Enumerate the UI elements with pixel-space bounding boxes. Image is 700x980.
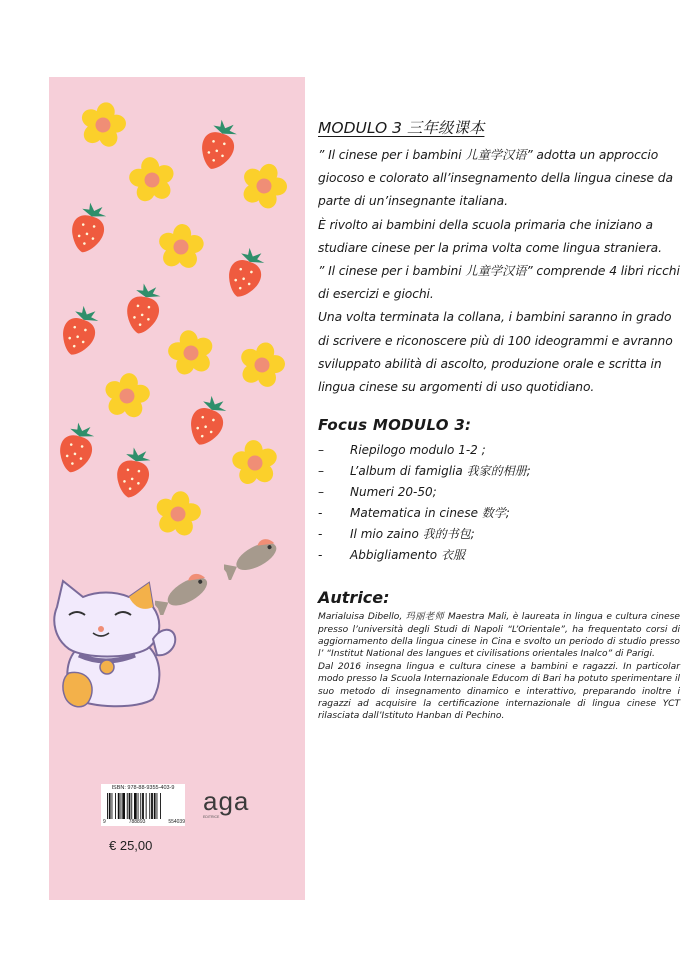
focus-item-text: Numeri 20-50;	[350, 485, 437, 500]
barcode-digit-group-1: 788893	[128, 819, 146, 825]
focus-item-text: L’album di famiglia 我家的相册;	[350, 464, 531, 479]
intro-paragraph-1: ” Il cinese per i bambini 儿童学汉语” adotta un approccio giocoso e colorato all’insegnamento della lingua cinese da parte di un’insegnante italiana.	[318, 148, 673, 209]
author-bio-1: Marialuisa Dibello, 玛丽老师 Maestra Mali, è laureata in lingua e cultura cinese presso l’università degli Studi di Napoli “L’Orientale”, ha frequentato corsi di aggiornamento della lingua cinese in Cina e svolto un periodo di studio presso l’ “Institut National des langues et civilisations orientales Inalco” di Parigi.	[318, 612, 680, 660]
barcode-digits	[103, 819, 185, 825]
publisher-name: aga	[203, 786, 250, 816]
focus-dash: –	[318, 443, 324, 458]
focus-item-text: Matematica in cinese 数学;	[350, 506, 510, 521]
barcode-digit-group-2: 554039	[168, 819, 185, 825]
module-title: MODULO 3 三年级课本	[318, 119, 485, 137]
focus-dash: -	[318, 548, 323, 563]
strawberry-icon	[55, 420, 99, 477]
intro-paragraph-2: È rivolto ai bambini della scuola primaria che iniziano a studiare cinese per la prima volta come lingua straniera.	[318, 217, 662, 255]
barcode-bars	[107, 793, 179, 819]
strawberry-icon	[222, 244, 269, 302]
flower-icon	[233, 156, 295, 217]
strawberry-icon	[184, 392, 231, 450]
focus-item	[318, 482, 680, 503]
focus-item-text: Abbigliamento 衣服	[350, 548, 465, 563]
author-bio-2: Dal 2016 insegna lingua e cultura cinese a bambini e ragazzi. In particolar modo presso la Scuola Internazionale Educom di Bari ha potuto sperimentare il suo metodo di insegnamento dinamico e interattivo, preparando inoltre i ragazzi ad acquisire la certificazione internazionale di lingua cinese YCT rilasciata dall’Istituto Hanban di Pechino.	[318, 661, 680, 722]
barcode-digit-prefix: 9	[103, 819, 106, 825]
focus-dash: –	[318, 464, 324, 479]
description-column	[318, 116, 680, 723]
author-heading: Autrice:	[318, 588, 390, 608]
intro-paragraph-3: ” Il cinese per i bambini 儿童学汉语” comprende 4 libri ricchi di esercizi e giochi.	[318, 264, 680, 302]
back-cover-panel	[49, 77, 305, 900]
lucky-cat-icon	[49, 577, 179, 717]
focus-item-text: Riepilogo modulo 1-2 ;	[350, 443, 486, 458]
flower-icon	[74, 97, 132, 153]
strawberry-icon	[196, 116, 242, 173]
flower-icon	[154, 222, 207, 273]
fish-icon	[224, 530, 294, 580]
focus-item	[318, 440, 680, 461]
focus-dash: -	[318, 506, 323, 521]
flower-icon	[124, 154, 179, 207]
focus-heading: Focus MODULO 3:	[318, 416, 472, 435]
flower-icon	[228, 438, 282, 490]
strawberry-icon	[67, 200, 111, 257]
focus-item-text: Il mio zaino 我的书包;	[350, 527, 475, 542]
isbn-text: ISBN: 978-88-9355-403-9	[111, 785, 175, 791]
strawberry-icon	[113, 445, 154, 501]
barcode	[101, 784, 185, 826]
flower-icon	[150, 487, 207, 542]
focus-dash: -	[318, 527, 323, 542]
flower-icon	[163, 326, 220, 381]
intro-paragraph-4: Una volta terminata la collana, i bambini saranno in grado di scrivere e riconoscere più di 100 ideogrammi e avranno sviluppato abilità di ascolto, produzione orale e scritta in lingua cinese su argomenti di uso quotidiano.	[318, 310, 673, 395]
strawberry-icon	[123, 281, 164, 337]
strawberry-icon	[56, 302, 103, 360]
focus-list	[318, 440, 680, 566]
flower-icon	[232, 337, 291, 394]
focus-item	[318, 545, 680, 566]
focus-item	[318, 461, 680, 482]
publisher-tagline: EDITRICE	[203, 815, 220, 819]
flower-icon	[99, 370, 154, 423]
publisher-logo	[203, 788, 249, 819]
focus-dash: –	[318, 485, 324, 500]
focus-item	[318, 503, 680, 524]
focus-item	[318, 524, 680, 545]
price: € 25,00	[109, 838, 153, 853]
